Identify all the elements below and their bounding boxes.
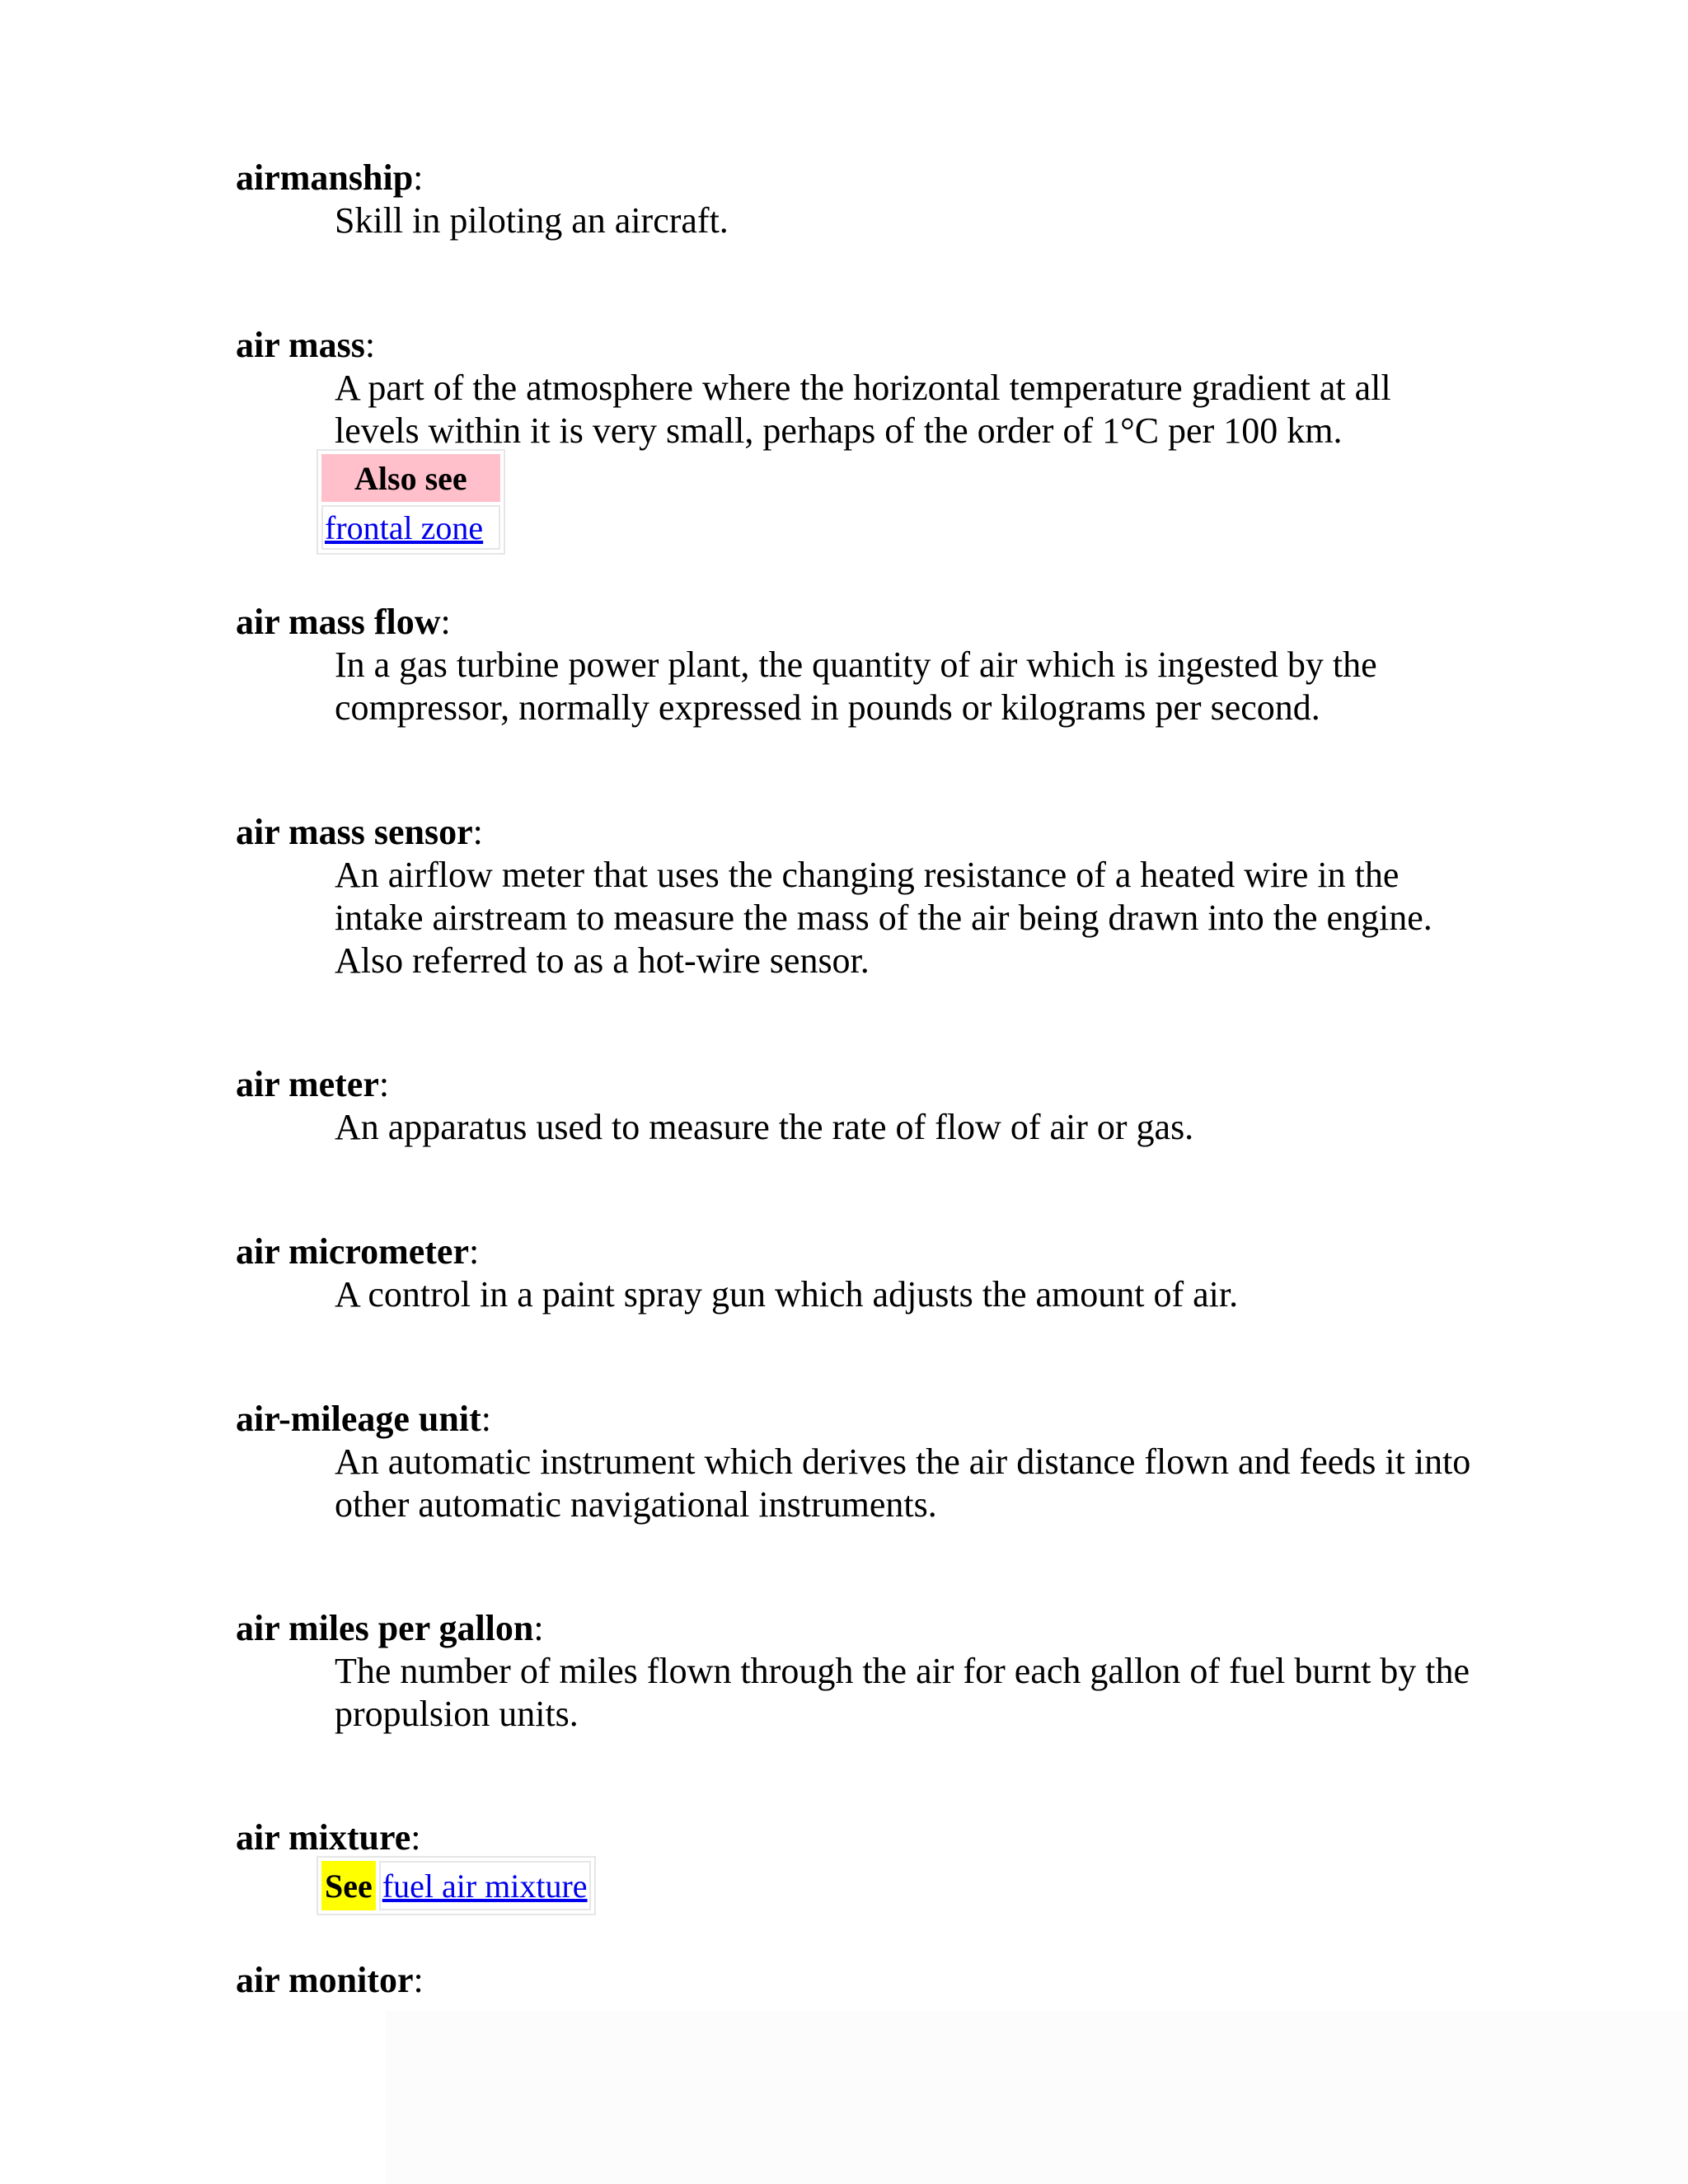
term-air-micrometer: [236, 1230, 479, 1273]
link-frontal-zone[interactable]: frontal zone: [325, 509, 484, 546]
definition-air-mass: A part of the atmosphere where the horizontal temperature gradient at all levels within it is very small, perhaps of the order of 1°C per 100 km.: [335, 368, 1391, 451]
definition-air-mass-flow: In a gas turbine power plant, the quantity of air which is ingested by the compressor, normally expressed in pounds or kilograms per second.: [335, 644, 1377, 728]
term-air-mass-sensor: [236, 811, 483, 854]
definition-air-meter: An apparatus used to measure the rate of flow of air or gas.: [335, 1107, 1194, 1147]
term-name: air miles per gallon: [236, 1608, 534, 1648]
term-air-mileage-unit: [236, 1398, 491, 1441]
link-fuel-air-mixture[interactable]: fuel air mixture: [382, 1867, 588, 1905]
term-name: air mass flow: [236, 602, 441, 642]
definition-air-mileage-unit: An automatic instrument which derives the air distance flown and feeds it into other automatic navigational instruments.: [335, 1441, 1471, 1525]
term-separator: :: [413, 157, 424, 198]
term-separator: :: [413, 1960, 424, 2000]
term-separator: :: [481, 1399, 491, 1439]
also-see-cell: [321, 505, 500, 550]
term-separator: :: [378, 1064, 390, 1104]
see-label: See: [321, 1861, 376, 1910]
term-name: air meter: [236, 1064, 379, 1104]
term-name: air-mileage unit: [236, 1399, 481, 1439]
definition-air-mass-sensor: An airflow meter that uses the changing resistance of a heated wire in the intake airstream to measure the mass of the air being drawn into the engine. Also referred to as a hot-wire sensor.: [335, 855, 1432, 981]
term-air-mass-flow: [236, 601, 451, 644]
term-air-mass: [236, 324, 375, 367]
term-airmanship: [236, 157, 423, 199]
definition-air-miles-per-gallon: The number of miles flown through the air for each gallon of fuel burnt by the propulsion units.: [335, 1651, 1470, 1734]
definition-airmanship: Skill in piloting an aircraft.: [335, 200, 729, 241]
term-name: air micrometer: [236, 1231, 469, 1272]
term-air-mixture: [236, 1816, 420, 1859]
term-name: airmanship: [236, 157, 414, 198]
term-air-monitor: [236, 1959, 424, 2002]
term-separator: :: [440, 602, 451, 642]
term-name: air mass sensor: [236, 812, 473, 852]
page-shade: [386, 2011, 1688, 2184]
term-name: air mass: [236, 325, 365, 365]
term-separator: :: [410, 1817, 421, 1858]
term-separator: :: [533, 1608, 544, 1648]
also-see-header: Also see: [321, 454, 500, 502]
term-separator: :: [364, 325, 376, 365]
definition-air-micrometer: A control in a paint spray gun which adjusts the amount of air.: [335, 1274, 1239, 1315]
see-box: [316, 1856, 596, 1915]
term-name: air monitor: [236, 1960, 414, 2000]
term-air-miles-per-gallon: [236, 1607, 544, 1650]
see-cell: [379, 1861, 591, 1910]
also-see-box: [316, 449, 505, 555]
term-air-meter: [236, 1063, 389, 1106]
term-name: air mixture: [236, 1817, 411, 1858]
term-separator: :: [472, 812, 483, 852]
term-separator: :: [469, 1231, 480, 1272]
